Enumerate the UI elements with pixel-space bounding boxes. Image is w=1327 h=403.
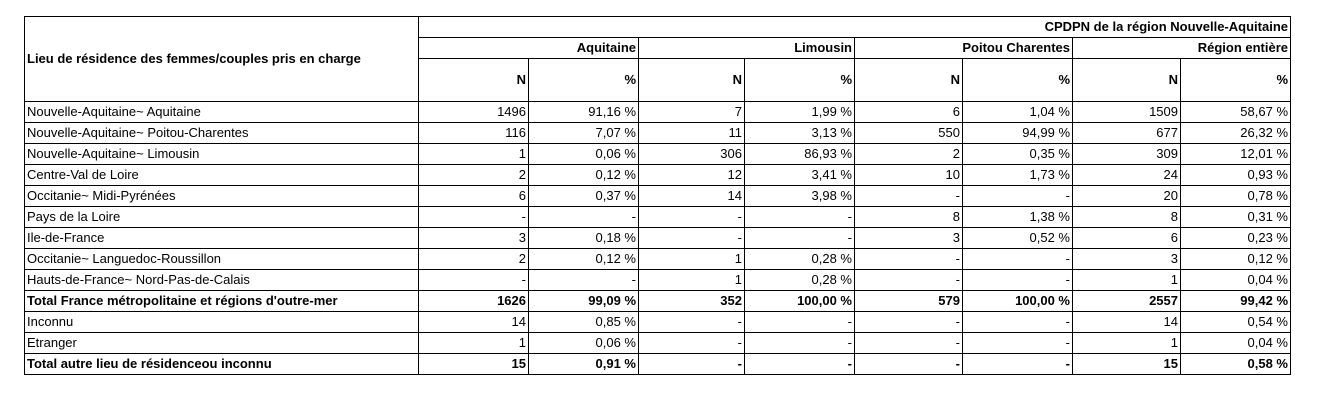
header-n: N [1073,59,1181,102]
row-label: Centre-Val de Loire [25,165,419,186]
cell-percent: 86,93 % [745,144,855,165]
cell-percent: - [529,270,639,291]
cell-count: 6 [419,186,529,207]
data-table [24,16,1291,375]
cell-percent: 100,00 % [963,291,1073,312]
header-super-title: CPDPN de la région Nouvelle-Aquitaine [419,17,1291,38]
table-body [25,17,1291,375]
cell-percent: 0,12 % [529,249,639,270]
cell-percent: 0,28 % [745,270,855,291]
cell-percent: 3,41 % [745,165,855,186]
cell-percent: 1,38 % [963,207,1073,228]
cell-percent: 0,12 % [1181,249,1291,270]
row-label: Occitanie~ Midi-Pyrénées [25,186,419,207]
cell-count: 20 [1073,186,1181,207]
cell-count: 24 [1073,165,1181,186]
cell-count: 1 [1073,270,1181,291]
cell-count: 14 [419,312,529,333]
cell-percent: 0,04 % [1181,270,1291,291]
cell-percent: - [963,312,1073,333]
cell-count: 1509 [1073,102,1181,123]
cell-percent: - [963,186,1073,207]
cell-percent: 0,52 % [963,228,1073,249]
cell-percent: - [745,207,855,228]
cell-percent: 7,07 % [529,123,639,144]
cell-percent: 0,35 % [963,144,1073,165]
row-label: Total France métropolitaine et régions d'outre-mer [25,291,419,312]
row-label: Ile-de-France [25,228,419,249]
table-row [25,123,1291,144]
row-label: Nouvelle-Aquitaine~ Poitou-Charentes [25,123,419,144]
header-group-region: Région entière [1073,38,1291,59]
cell-count: 8 [855,207,963,228]
cell-percent: 0,85 % [529,312,639,333]
header-group-aquitaine: Aquitaine [419,38,639,59]
table-row [25,312,1291,333]
cell-percent: 0,04 % [1181,333,1291,354]
cell-count: 2 [419,165,529,186]
cell-percent: 0,37 % [529,186,639,207]
header-pct: % [963,59,1073,102]
cell-percent: 1,73 % [963,165,1073,186]
cell-percent: 12,01 % [1181,144,1291,165]
cell-percent: - [963,270,1073,291]
header-group-limousin: Limousin [639,38,855,59]
cell-percent: - [745,312,855,333]
row-label: Nouvelle-Aquitaine~ Aquitaine [25,102,419,123]
cell-count: 2 [855,144,963,165]
cell-count: 579 [855,291,963,312]
cell-count: 3 [419,228,529,249]
cell-percent: 91,16 % [529,102,639,123]
row-label: Occitanie~ Languedoc-Roussillon [25,249,419,270]
cell-percent: 0,31 % [1181,207,1291,228]
cell-count: 309 [1073,144,1181,165]
cell-percent: - [963,354,1073,375]
cell-count: 14 [639,186,745,207]
cell-percent: 0,12 % [529,165,639,186]
cell-count: 15 [1073,354,1181,375]
cell-count: - [855,333,963,354]
header-row-super [25,17,1291,38]
cell-percent: 0,18 % [529,228,639,249]
table-row [25,291,1291,312]
cell-percent: 26,32 % [1181,123,1291,144]
cell-percent: 100,00 % [745,291,855,312]
cell-percent: 0,93 % [1181,165,1291,186]
row-label: Hauts-de-France~ Nord-Pas-de-Calais [25,270,419,291]
row-label: Total autre lieu de résidenceou inconnu [25,354,419,375]
cell-count: - [855,186,963,207]
cell-percent: 0,23 % [1181,228,1291,249]
cell-count: 1626 [419,291,529,312]
cell-percent: 1,99 % [745,102,855,123]
table-row [25,228,1291,249]
cell-count: 3 [855,228,963,249]
table-row [25,270,1291,291]
cell-count: 1496 [419,102,529,123]
cell-count: 2557 [1073,291,1181,312]
cell-count: - [639,354,745,375]
cell-percent: 1,04 % [963,102,1073,123]
cell-count: 12 [639,165,745,186]
cell-count: 15 [419,354,529,375]
cell-count: 7 [639,102,745,123]
cell-count: - [419,270,529,291]
row-label: Inconnu [25,312,419,333]
cell-count: 550 [855,123,963,144]
cell-percent: 0,28 % [745,249,855,270]
cell-count: 10 [855,165,963,186]
cell-percent: 0,58 % [1181,354,1291,375]
cell-percent: 94,99 % [963,123,1073,144]
cell-count: - [855,249,963,270]
cell-count: 2 [419,249,529,270]
table-row [25,354,1291,375]
table-row [25,249,1291,270]
header-pct: % [1181,59,1291,102]
cell-count: - [855,354,963,375]
cell-count: - [639,228,745,249]
table-row [25,165,1291,186]
cell-count: - [639,207,745,228]
cell-count: 1 [419,333,529,354]
cell-count: 3 [1073,249,1181,270]
header-n: N [419,59,529,102]
cell-count: - [855,270,963,291]
cell-percent: 0,54 % [1181,312,1291,333]
cell-count: 352 [639,291,745,312]
cell-count: 677 [1073,123,1181,144]
row-label: Pays de la Loire [25,207,419,228]
cell-percent: 58,67 % [1181,102,1291,123]
cell-count: - [855,312,963,333]
table-row [25,102,1291,123]
cell-percent: 0,78 % [1181,186,1291,207]
table-row [25,144,1291,165]
cell-percent: 3,98 % [745,186,855,207]
cell-count: 306 [639,144,745,165]
cell-count: 11 [639,123,745,144]
header-n: N [855,59,963,102]
cell-percent: - [745,333,855,354]
header-n: N [639,59,745,102]
cell-count: - [639,333,745,354]
header-pct: % [745,59,855,102]
cell-count: 1 [639,270,745,291]
header-group-poitou: Poitou Charentes [855,38,1073,59]
cell-percent: - [745,228,855,249]
cell-percent: - [963,333,1073,354]
cell-count: - [419,207,529,228]
cell-percent: 0,06 % [529,144,639,165]
cell-count: 14 [1073,312,1181,333]
header-row-label: Lieu de résidence des femmes/couples pris en charge [25,17,419,102]
table-row [25,186,1291,207]
cell-count: 1 [1073,333,1181,354]
header-pct: % [529,59,639,102]
table-row [25,333,1291,354]
row-label: Nouvelle-Aquitaine~ Limousin [25,144,419,165]
cell-percent: - [963,249,1073,270]
row-label: Etranger [25,333,419,354]
cell-percent: - [745,354,855,375]
cell-percent: 99,42 % [1181,291,1291,312]
cell-percent: 99,09 % [529,291,639,312]
cell-count: 8 [1073,207,1181,228]
cell-count: - [639,312,745,333]
table-row [25,207,1291,228]
cell-percent: 0,06 % [529,333,639,354]
cell-count: 6 [855,102,963,123]
cell-percent: - [529,207,639,228]
cell-count: 1 [639,249,745,270]
cell-count: 1 [419,144,529,165]
cell-percent: 3,13 % [745,123,855,144]
cell-percent: 0,91 % [529,354,639,375]
cell-count: 116 [419,123,529,144]
cell-count: 6 [1073,228,1181,249]
